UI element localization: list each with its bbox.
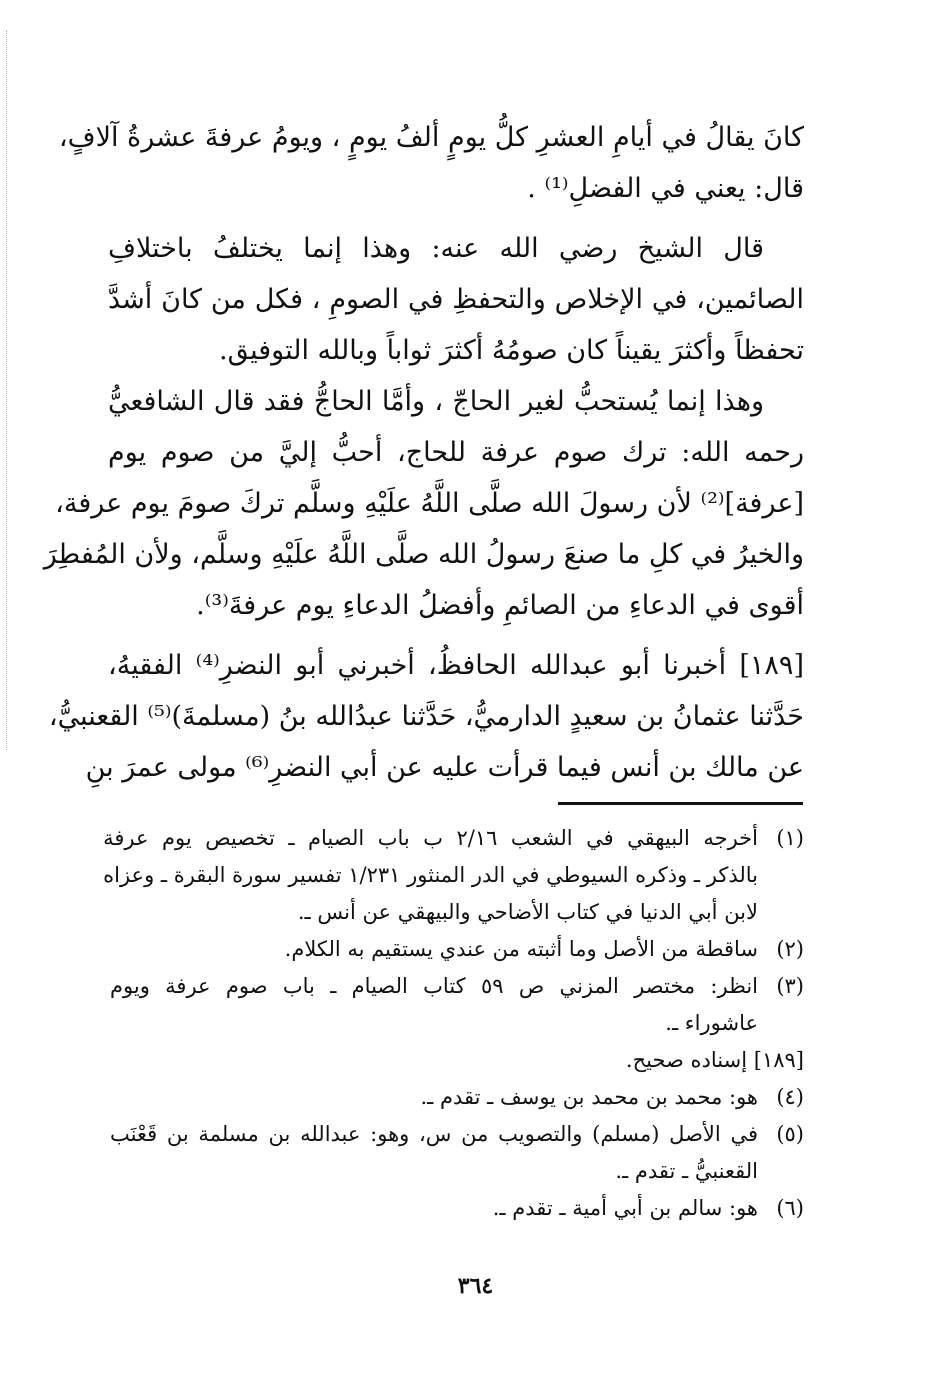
main-text-line: كانَ يقالُ في أيامِ العشرِ كلُّ يومٍ ألفُ يومٍ ، ويومُ عرفةَ عشرةُ آلافٍ، — [58, 122, 804, 153]
footnote-line: هو: محمد بن محمد بن يوسف ـ تقدم ـ. — [420, 1085, 758, 1109]
footnote-line: أخرجه البيهقي في الشعب ٢/١٦ ب باب الصيام ـ تخصيص يوم عرفة — [103, 826, 758, 850]
footnote-2 — [110, 931, 804, 968]
main-text — [43, 112, 804, 793]
footnote-line: ساقطة من الأصل وما أثبته من عندي يستقيم به الكلام. — [284, 937, 758, 961]
footnote-1 — [103, 820, 804, 931]
hadith-189-line: عن مالك بن أنس فيما قرأت عليه عن أبي النضرِ⁽⁶⁾ مولى عمرَ بنِ — [85, 752, 804, 783]
footnote-number: (٢) — [776, 937, 804, 961]
footnotes — [103, 820, 804, 1227]
main-text-line: تحفظاً وأكثرَ يقيناً كان صومُهُ أكثرَ ثواباً وبالله التوفيق. — [219, 335, 804, 366]
footnote-separator — [558, 802, 803, 805]
footnote-line: انظر: مختصر المزني ص ٥٩ كتاب الصيام ـ باب صوم عرفة ويوم — [110, 974, 759, 998]
scan-margin-dots — [6, 30, 9, 750]
footnote-line: القعنبيُّ ـ تقدم ـ. — [615, 1159, 758, 1183]
footnote-6 — [110, 1190, 804, 1227]
footnote-hadith-189 — [110, 1042, 804, 1079]
footnote-line: بالذكر ـ وذكره السيوطي في الدر المنثور ١/٢٣١ تفسير سورة البقرة ـ وعزاه — [103, 863, 758, 887]
footnote-number: (٦) — [776, 1196, 804, 1220]
footnote-number: (٣) — [776, 974, 804, 998]
page-number: ٣٦٤ — [457, 1273, 494, 1299]
footnote-3 — [110, 968, 804, 1042]
main-text-line: الصائمين، في الإخلاص والتحفظِ في الصومِ ، فكل من كانَ أشدَّ — [108, 284, 804, 315]
footnote-line: في الأصل (مسلم) والتصويب من س، وهو: عبدالله بن مسلمة بن قَعْنَب — [110, 1122, 758, 1146]
footnote-line: [١٨٩] إسناده صحيح. — [625, 1048, 804, 1072]
footnote-4 — [110, 1079, 804, 1116]
hadith-189-line: حَدَّثنا عثمانُ بن سعيدٍ الدارميُّ، حَدَّثنا عبدُالله بنُ (مسلمةَ)⁽⁵⁾ القعنبيُّ، — [48, 701, 804, 732]
footnote-number: (١) — [776, 826, 804, 850]
footnote-line: عاشوراء ـ. — [665, 1011, 758, 1035]
main-text-line: وهذا إنما يُستحبُّ لغير الحاجّ ، وأمَّا الحاجُّ فقد قال الشافعيُّ — [108, 386, 764, 417]
footnote-5 — [110, 1116, 804, 1190]
main-text-line: قال الشيخ رضي الله عنه: وهذا إنما يختلفُ باختلافِ — [108, 233, 764, 264]
main-text-line: [عرفة]⁽²⁾ لأن رسولَ الله صلَّى اللَّهُ علَيْهِ وسلَّم تركَ صومَ يوم عرفة، — [55, 488, 804, 519]
main-text-line: قال: يعني في الفضلِ⁽¹⁾ . — [527, 173, 804, 204]
footnote-line: هو: سالم بن أبي أمية ـ تقدم ـ. — [492, 1196, 758, 1220]
footnote-line: لابن أبي الدنيا في كتاب الأضاحي والبيهقي عن أنس ـ. — [297, 900, 758, 924]
footnote-number: (٤) — [776, 1085, 804, 1109]
main-text-line: رحمه الله: ترك صوم عرفة للحاج، أحبُّ إليَّ من صوم يوم — [108, 437, 804, 468]
main-text-line: أقوى في الدعاءِ من الصائمِ وأفضلُ الدعاءِ يوم عرفةَ⁽³⁾. — [196, 590, 804, 621]
hadith-189-line: [١٨٩] أخبرنا أبو عبدالله الحافظُ، أخبرني أبو النضرِ⁽⁴⁾ الفقيهُ، — [108, 650, 804, 681]
footnote-number: (٥) — [776, 1122, 804, 1146]
main-text-line: والخيرُ في كلِ ما صنعَ رسولُ الله صلَّى اللَّهُ علَيْهِ وسلَّم، ولأن المُفطِرَ — [43, 539, 804, 570]
